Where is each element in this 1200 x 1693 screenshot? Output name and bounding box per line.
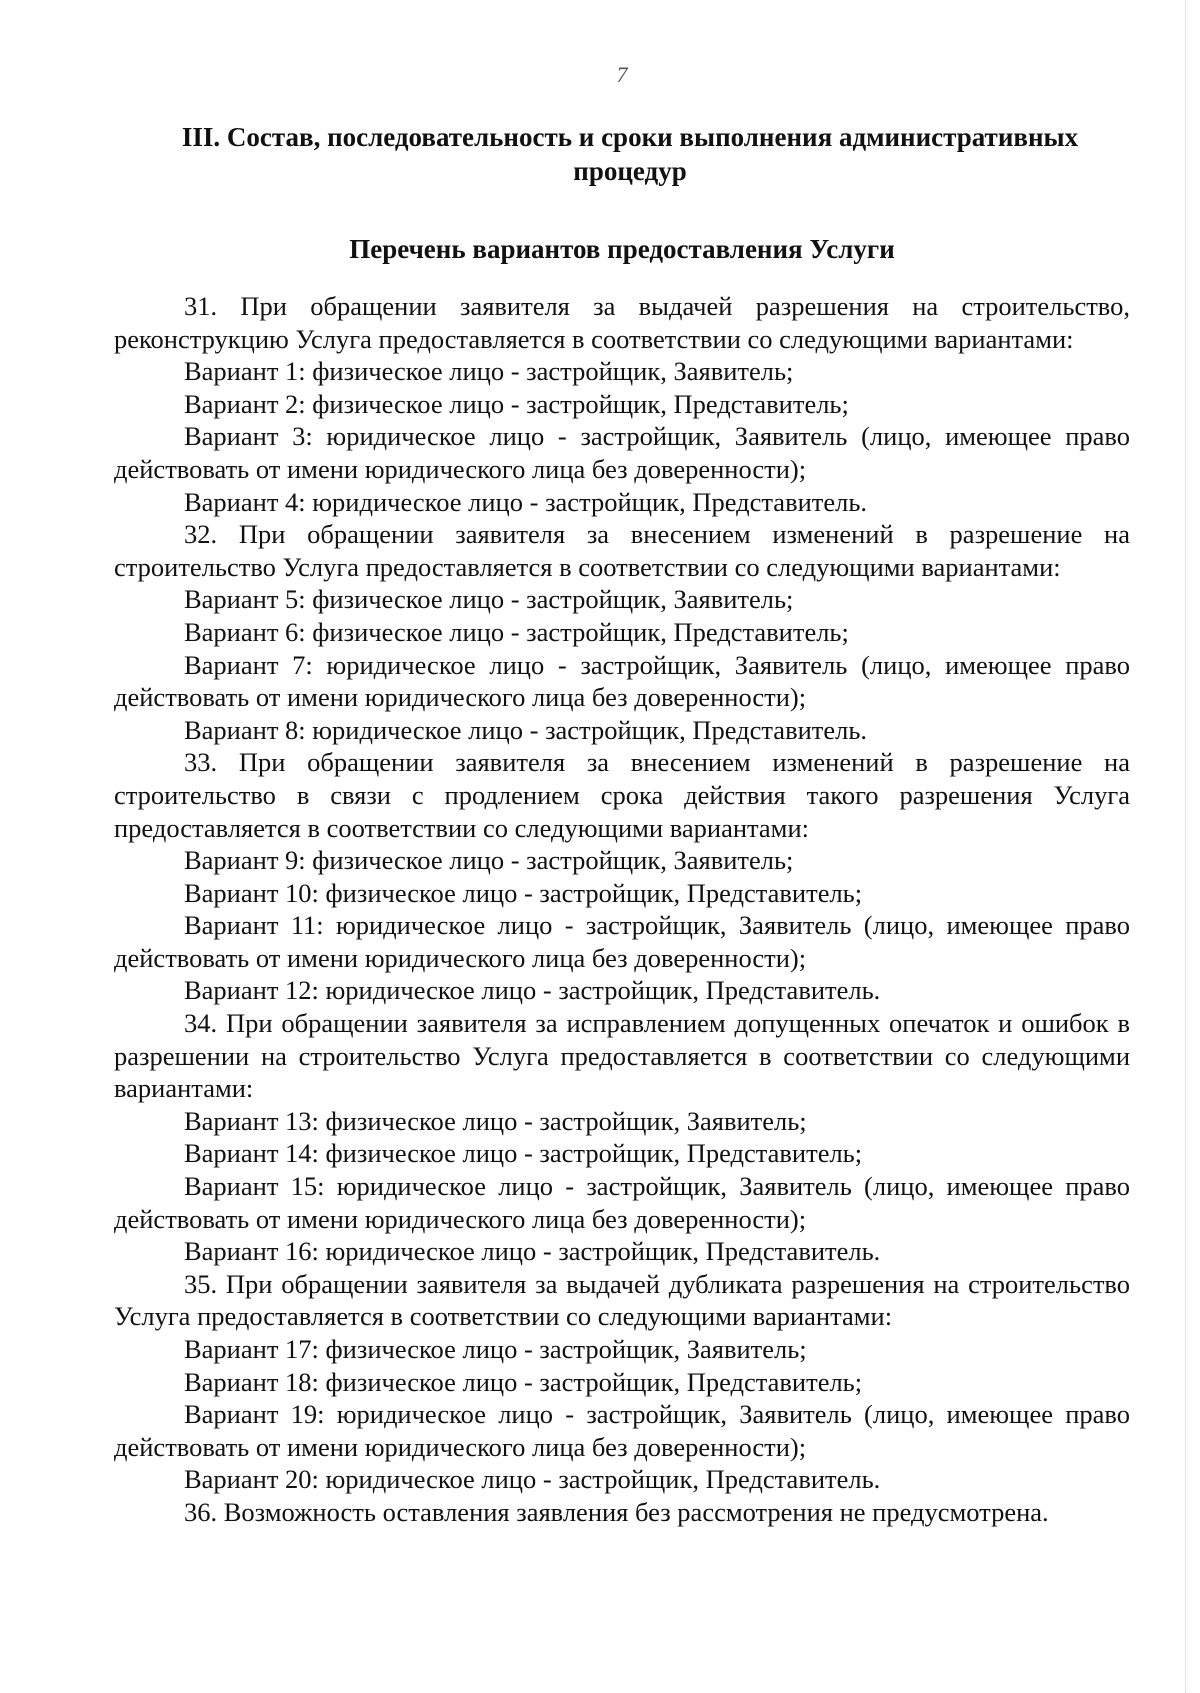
variant-line: Вариант 5: физическое лицо - застройщик, Заявитель;: [184, 584, 794, 615]
variant-line: Вариант 4: юридическое лицо - застройщик, Представитель.: [184, 486, 868, 517]
variant-paragraph: Вариант 19: юридическое лицо - застройщик, Заявитель (лицо, имеющее право действовать от имени юридического лица без доверенности);: [114, 1399, 1130, 1462]
variant-line: Вариант 18: физическое лицо - застройщик, Представитель;: [184, 1366, 863, 1397]
variant-line: Вариант 1: физическое лицо - застройщик, Заявитель;: [184, 356, 794, 387]
subtitle: Перечень вариантов предоставления Услуги: [349, 234, 895, 264]
variant-line: Вариант 8: юридическое лицо - застройщик, Представитель.: [184, 714, 868, 745]
variant-line: Вариант 10: физическое лицо - застройщик, Представитель;: [184, 877, 863, 908]
document-body: [114, 290, 1130, 1529]
variant-line: Вариант 20: юридическое лицо - застройщик, Представитель.: [184, 1464, 881, 1495]
variant-line: Вариант 12: юридическое лицо - застройщик, Представитель.: [184, 975, 881, 1006]
variant-paragraph: Вариант 7: юридическое лицо - застройщик, Заявитель (лицо, имеющее право действовать от имени юридического лица без доверенности);: [114, 649, 1130, 713]
paragraph: 32. При обращении заявителя за внесением изменений в разрешение на строительство Услуга предоставляется в соответствии со следующими вариантами:: [114, 519, 1130, 582]
paragraph: 31. При обращении заявителя за выдачей разрешения на строительство, реконструкцию Услуга предоставляется в соответствии со следующими вариантами:: [114, 291, 1130, 354]
variant-line: Вариант 6: физическое лицо - застройщик, Представитель;: [184, 616, 849, 647]
variant-paragraph: Вариант 15: юридическое лицо - застройщик, Заявитель (лицо, имеющее право действовать от имени юридического лица без доверенности);: [114, 1171, 1130, 1234]
paragraph: 33. При обращении заявителя за внесением изменений в разрешение на строительство в связи с продлением срока действия такого разрешения Услуга предоставляется в соответствии со следующими вариантами:: [114, 747, 1130, 843]
variant-line: Вариант 17: физическое лицо - застройщик, Заявитель;: [184, 1334, 807, 1364]
page-number: 7: [616, 62, 628, 87]
paragraph: 34. При обращении заявителя за исправлением допущенных опечаток и ошибок в разрешении на строительство Услуга предоставляется в соответствии со следующими вариантами:: [114, 1008, 1130, 1104]
variant-line: Вариант 16: юридическое лицо - застройщик, Представитель.: [184, 1236, 881, 1267]
variant-line: Вариант 14: физическое лицо - застройщик, Представитель;: [184, 1138, 863, 1169]
variant-line: Вариант 9: физическое лицо - застройщик, Заявитель;: [184, 845, 794, 876]
variant-paragraph: Вариант 11: юридическое лицо - застройщик, Заявитель (лицо, имеющее право действовать от имени юридического лица без доверенности);: [114, 910, 1130, 973]
variant-line: Вариант 2: физическое лицо - застройщик, Представитель;: [184, 388, 849, 419]
variant-line: Вариант 13: физическое лицо - застройщик, Заявитель;: [184, 1105, 807, 1136]
variant-paragraph: Вариант 3: юридическое лицо - застройщик, Заявитель (лицо, имеющее право действовать от имени юридического лица без доверенности);: [114, 421, 1130, 484]
paragraph: 35. При обращении заявителя за выдачей дубликата разрешения на строительство Услуга предоставляется в соответствии со следующими вариантами:: [114, 1268, 1130, 1332]
closing-paragraph: 36. Возможность оставления заявления без рассмотрения не предусмотрена.: [184, 1496, 1049, 1527]
section-title: III. Состав, последовательность и сроки выполнения административных процедур: [181, 122, 1079, 186]
